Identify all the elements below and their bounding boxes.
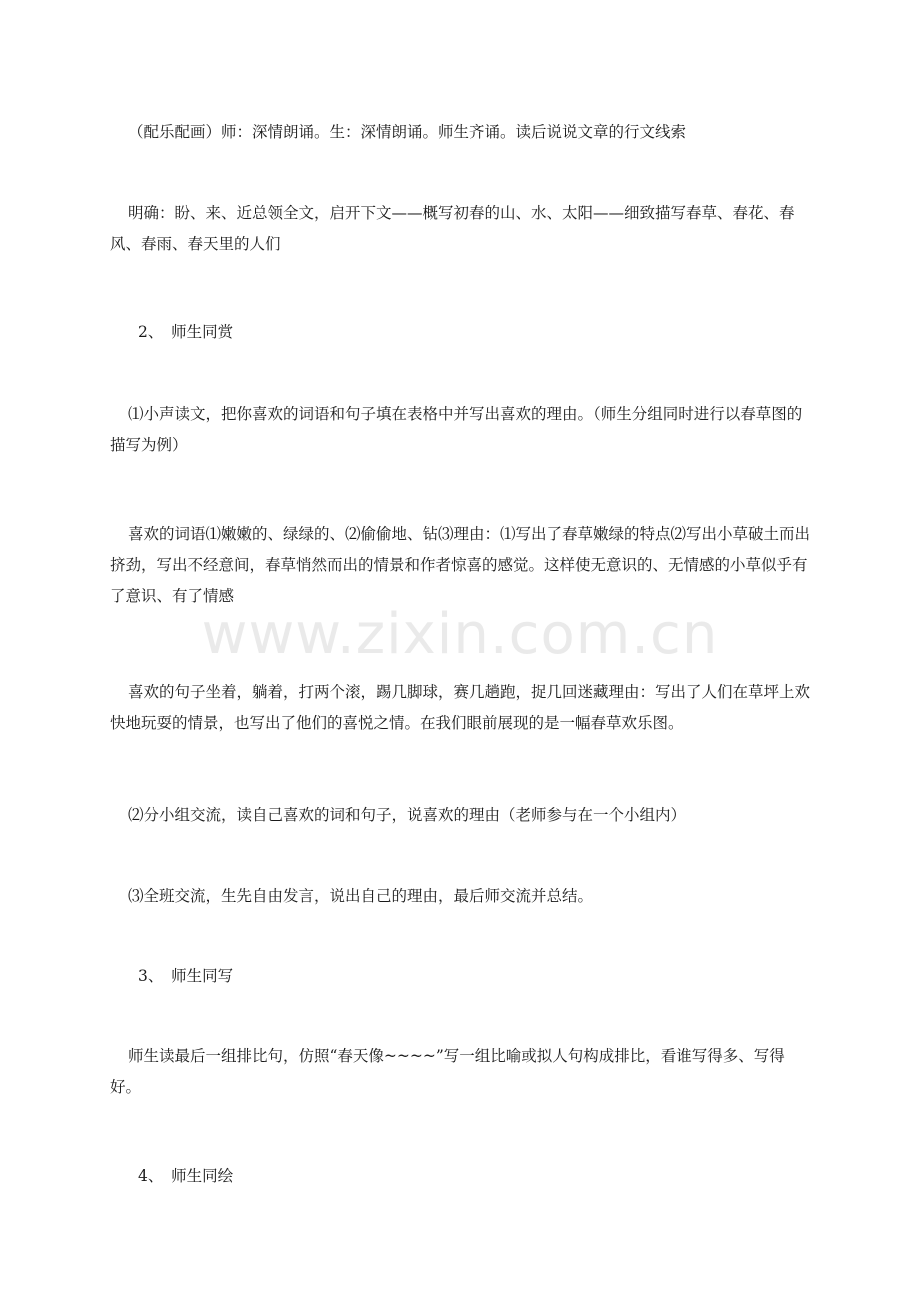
section-heading-appreciate: 2、 师生同赏 [138,323,234,341]
watermark-text: www.zixin.com.cn [201,602,719,667]
section-heading-draw: 4、 师生同绘 [138,1167,234,1185]
paragraph-writing-task: 师生读最后一组排比句，仿照“春天像~~~~”写一组比喻或拟人句构成排比，看谁写得多、写得好。 [110,1047,785,1096]
paragraph-favorite-words: 喜欢的词语⑴嫩嫩的、绿绿的、⑵偷偷地、钻⑶理由：⑴写出了春草嫩绿的特点⑵写出小草破土而出挤劲，写出不经意间，春草悄然而出的情景和作者惊喜的感觉。这样使无意识的、无情感的小草似乎有了意识、有了情感 [110,525,811,605]
paragraph-clarification: 明确：盼、来、近总领全文，启开下文——概写初春的山、水、太阳——细致描写春草、春花、春风、春雨、春天里的人们 [110,204,795,253]
paragraph-favorite-sentences: 喜欢的句子坐着，躺着，打两个滚，踢几脚球，赛几趟跑，捉几回迷藏理由：写出了人们在草坪上欢快地玩耍的情景，也写出了他们的喜悦之情。在我们眼前展现的是一幅春草欢乐图。 [110,683,811,732]
paragraph-reading-intro: （配乐配画）师：深情朗诵。生：深情朗诵。师生齐诵。读后说说文章的行文线索 [128,123,687,141]
paragraph-step-1: ⑴小声读文，把你喜欢的词语和句子填在表格中并写出喜欢的理由。（师生分组同时进行以春草图的描写为例） [110,405,803,454]
paragraph-step-3: ⑶全班交流，生先自由发言，说出自己的理由，最后师交流并总结。 [128,887,594,905]
section-heading-write: 3、 师生同写 [138,967,234,985]
paragraph-step-2: ⑵分小组交流，读自己喜欢的词和句子，说喜欢的理由（老师参与在一个小组内） [128,806,687,824]
